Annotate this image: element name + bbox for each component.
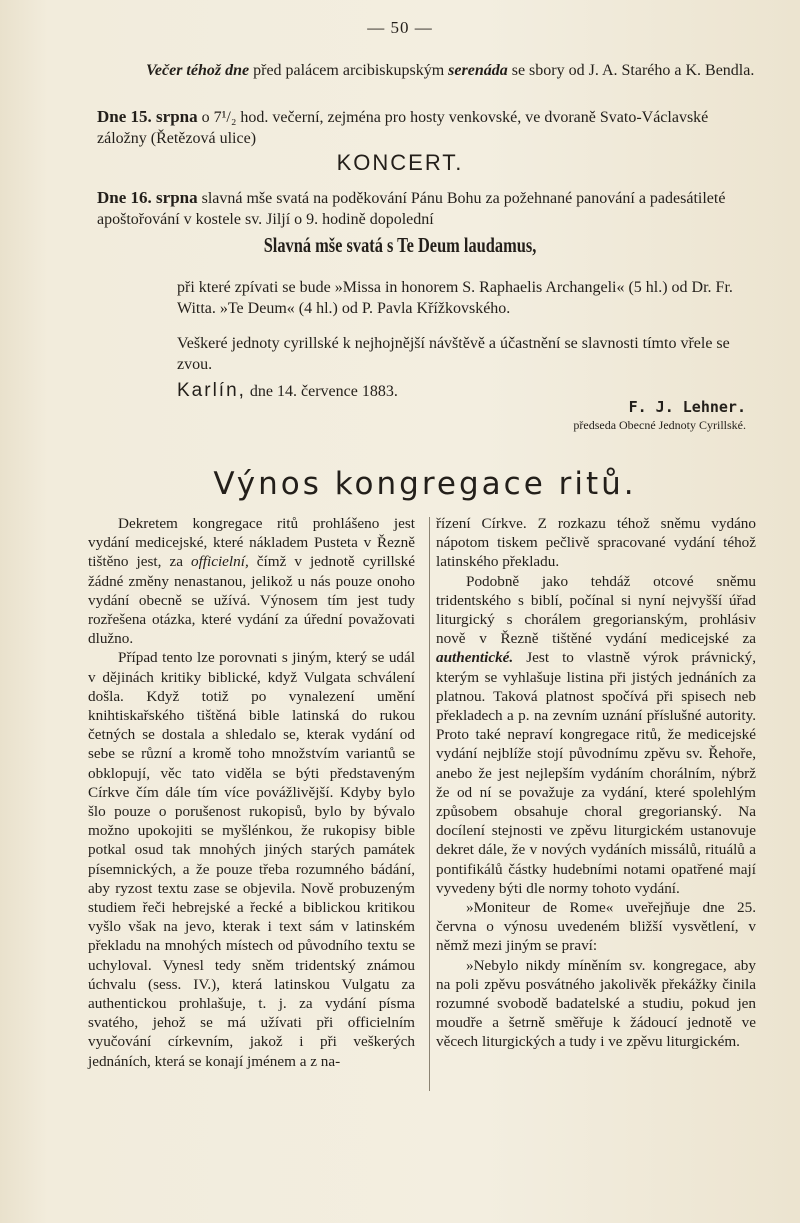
left-p1-italic: officielní, — [190, 553, 249, 571]
day15-notice — [97, 106, 758, 149]
left-paragraph-1 — [88, 514, 415, 648]
evening-serenade-notice — [146, 60, 758, 81]
article-right-column — [436, 514, 756, 1052]
mass-text: při které zpívati se bude »Missa in honorem S. Raphaelis Archangeli« (5 hl.) od Dr. Fr. Witta. »Te Deum« (4 hl.) od P. Pavla Křížkovského. — [177, 279, 733, 317]
right-paragraph-4: »Nebylo nikdy míněním sv. kongregace, aby na poli zpěvu posvátného jakolivěk překážky činila rozumné svobodě badatelské a studiu, pokud jen moudře a šetrně směřuje k žádoucí jednotě ve věcech liturgických a tudy i ve zpěvu liturgickém. — [436, 956, 756, 1051]
page-number: — 50 — — [367, 18, 433, 37]
right-p2-c: Jest to vlastně výrok právnický, kterým se vyhlašuje listina při jistých jednáních za platnou. Taková platnost spočívá při spisech neb překladech a p. na zevním uznání příslušné autority. Proto také nepraví kongregace ritů, že medicejské vydání nejblíže stojí původnímu zpěvu sv. Řehoře, anebo že jest nejlepším vydáním chorálním, nýbrž že od ní se považuje za vydání, které spolehlým způsobem obsahuje choral gregorianský. Na docílení stejnosti ve zpěvu liturgickém ustanovuje dekret dále, že v nových vydáních missálů, rituálů a pontifikálů částky hudebními notami opatřené mají vyvedeny býti dle normy tohoto vydání. — [436, 649, 756, 897]
right-p2-a: Podobně jako tehdáž otcové sněmu tridentského s biblí, počínal si nyní nejvyšší úřad liturgický s chorálem gregorianským, prohlásiv nově v Řezně tištěné vydání medicejské za — [436, 572, 756, 648]
invitation: Veškeré jednoty cyrillské k nejhojnější návštěvě a účastnění se slavnosti tímto vřele se zvou. — [177, 335, 730, 373]
signature-role: předseda Obecné Jednoty Cyrillské. — [573, 418, 746, 432]
left-p1-c: čímž v jednotě cyrillské žádné změny nenastanou, jelikož u nás pouze onoho vydání obecně se užívá. Výnosem tím jest tudy rozřešena otázka, které vydání za úřední považovati dlužno. — [88, 553, 415, 648]
right-paragraph-1: řízení Církve. Z rozkazu téhož sněmu vydáno nápotom tiskem pečlivě spracované vydání téhož latinského překladu. — [436, 515, 756, 571]
right-p2-italic: authentické. — [436, 649, 514, 667]
date: dne 14. července 1883. — [249, 383, 398, 400]
concert-heading: KONCERT. — [336, 150, 464, 175]
left-paragraph-2: Případ tento lze porovnati s jiným, který se udál v dějinách kritiky biblické, když Vulgata schválení došla. Když totiž po vynalezení umění knihtiskařského tištěná bible latinská do rukou četných se dostala a shledalo se, kterak vydání od sebe se různí a kromě toho množstvím variantů se obklopují, věc tato viděla se býti představeným Církve čím dále tím více povážlivější. Kdyby bylo šlo pouze o porušenost rukopisů, bylo by bývalo možno upokojiti se myšlénkou, že rukopisy bible potkal osud tak mnohých jiných starých památek písemnických, a že pouze třeba rozumného bádání, aby ryzost textu zase se objevila. Nově probuzeným studiem řeči hebrejské a řecké a biblickou kritikou vyšlo však na jevo, kterak i text sám v latinském překladu na mnohých místech od původního textu se uchyloval. Vynesl tedy sněm tridentský známou úchvalu (sess. IV.), která latinskou Vulgatu za authentickou prohlašuje, t. j. za vydání písma svatého, jehož se má užívati při officielním vyučování církevním, jakož i při veškerých jednáních, která se konají jménem a z na- — [88, 649, 415, 1070]
column-divider — [429, 517, 430, 1091]
day15-text: o 7¹/₂ hod. večerní, zejména pro hosty venkovské, ve dvoraně Svato-Václavské záložny (Řetězová ulice) — [97, 109, 709, 147]
right-paragraph-2 — [436, 572, 756, 898]
evening-serenade: serenáda — [448, 62, 508, 79]
evening-text-2: se sbory od J. A. Starého a K. Bendla. — [511, 62, 755, 79]
left-p1-a: Dekretem kongregace ritů prohlášeno jest vydání medicejské, které nákladem Pusteta v Řezně tištěno jest, za — [88, 515, 415, 571]
day15-label: Dne 15. srpna — [97, 107, 198, 126]
day16-text: slavná mše svatá na poděkování Pánu Bohu za požehnané panování a padesátileté apoštořování v kostele sv. Jiljí o 9. hodině dopolední — [97, 190, 726, 228]
article-left-column — [88, 514, 415, 1071]
article-title: Výnos kongregace ritů. — [213, 466, 637, 502]
place-date — [177, 380, 398, 402]
place: Karlín, — [177, 380, 246, 401]
evening-text-1: před palácem arcibiskupským — [253, 62, 445, 79]
evening-italic: Večer téhož dne — [146, 62, 250, 79]
right-paragraph-3: »Moniteur de Rome« uveřejňuje dne 25. června o výnosu uvedeném bližší vysvětlení, v němž mezi jiným se praví: — [436, 899, 756, 955]
signature-block — [573, 398, 746, 433]
mass-title: Slavná mše svatá s Te Deum laudamus, — [263, 233, 537, 257]
day16-label: Dne 16. srpna — [97, 188, 198, 207]
day16-notice — [97, 187, 758, 230]
signature: F. J. Lehner. — [628, 398, 746, 416]
